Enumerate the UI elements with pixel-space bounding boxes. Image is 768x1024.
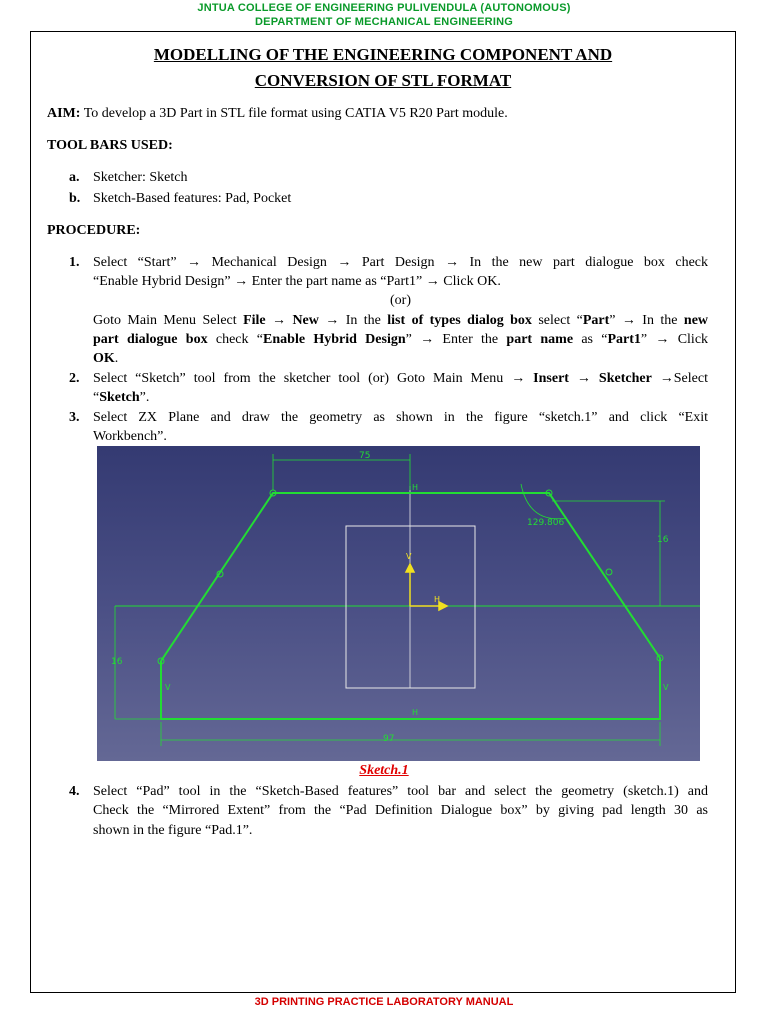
step1-alt-line2: part dialogue box check “Enable Hybrid Design” → Enter the part name as “Part1” → Click [93, 332, 709, 347]
step-number: 4. [69, 784, 80, 799]
step3-line2: Workbench”. [93, 429, 167, 444]
step2-line2: “Sketch”. [93, 390, 150, 405]
constraint-glyph: V [663, 683, 669, 692]
aim-text: To develop a 3D Part in STL file format using CATIA V5 R20 Part module. [83, 106, 508, 121]
toolbar-item-marker: b. [69, 191, 81, 206]
aim-line [47, 104, 508, 123]
dim-bottom-label: 97 [383, 734, 395, 744]
department-name: DEPARTMENT OF MECHANICAL ENGINEERING [255, 16, 513, 28]
step1-alt-line3: OK. [93, 351, 119, 366]
step1-line1: Select “Start” → Mechanical Design → Part Design → In the new part dialogue box check [93, 255, 708, 270]
constraint-glyph: V [165, 683, 171, 692]
page-title-line1: MODELLING OF THE ENGINEERING COMPONENT AND [153, 45, 613, 64]
dim-angle-label: 129.806 [527, 518, 565, 528]
step3-line1: Select ZX Plane and draw the geometry as shown in the figure “sketch.1” and click “Exit [93, 410, 708, 425]
sketch-figure [97, 446, 700, 761]
step4-line1: Select “Pad” tool in the “Sketch-Based features” tool bar and select the geometry (sketch.1) and [93, 784, 708, 799]
toolbar-item-marker: a. [69, 170, 80, 185]
toolbars-heading: TOOL BARS USED: [47, 138, 173, 153]
step4-line3: shown in the figure “Pad.1”. [93, 823, 253, 838]
step1-alt-line1: Goto Main Menu Select File → New → In the list of types dialog box select “Part” → In the new [93, 313, 709, 328]
constraint-glyph: H [412, 483, 419, 492]
vertex-marker [606, 569, 612, 575]
toolbar-item: Sketcher: Sketch [93, 170, 188, 185]
step-number: 2. [69, 371, 80, 386]
figure-caption: Sketch.1 [359, 763, 409, 778]
college-name: JNTUA COLLEGE OF ENGINEERING PULIVENDULA (AUTONOMOUS) [197, 2, 571, 14]
step1-line2: “Enable Hybrid Design” → Enter the part name as “Part1” → Click OK. [93, 274, 501, 289]
axis-h-label: H [434, 595, 441, 604]
reference-rectangle [346, 526, 475, 688]
dim-left-label: 16 [111, 657, 123, 667]
sketch-drawing [97, 446, 700, 761]
dim-right-label: 16 [657, 535, 669, 545]
page-footer: 3D PRINTING PRACTICE LABORATORY MANUAL [254, 996, 514, 1008]
step-number: 3. [69, 410, 80, 425]
dim-top-label: 75 [359, 451, 371, 461]
axis-v-label: V [406, 552, 412, 561]
page-title-line2: CONVERSION OF STL FORMAT [254, 71, 512, 90]
step4-line2: Check the “Mirrored Extent” from the “Pad Definition Dialogue box” by giving pad length 30 as [93, 803, 708, 818]
aim-label: AIM: [47, 106, 81, 121]
step-number: 1. [69, 255, 80, 270]
constraint-glyph: H [412, 708, 419, 717]
step2-line1: Select “Sketch” tool from the sketcher tool (or) Goto Main Menu → Insert → Sketcher →Select [93, 371, 708, 386]
toolbar-item: Sketch-Based features: Pad, Pocket [93, 191, 292, 206]
procedure-heading: PROCEDURE: [47, 223, 141, 238]
step1-or: (or) [390, 293, 411, 308]
